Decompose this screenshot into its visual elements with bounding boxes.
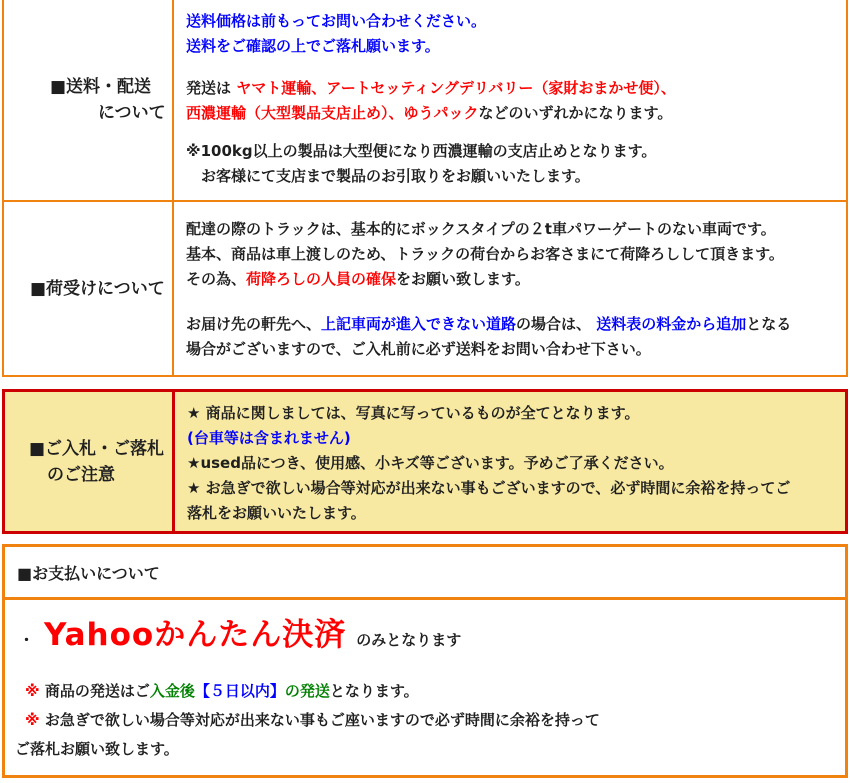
receiving-line3-prefix: その為、 — [186, 270, 247, 288]
payment-note3: ご落札お願い致します。 — [15, 740, 179, 758]
notice-line2: (台車等は含まれません) — [187, 429, 351, 447]
shipping-carriers-line1 — [186, 76, 834, 101]
carriers-prefix: 発送は — [186, 79, 237, 97]
road-note-suffix: となる — [746, 315, 792, 333]
bidding-notice-section — [2, 389, 848, 534]
payment-header-title: ■お支払いについて — [17, 563, 160, 583]
payment-note2-asterisk: ※ — [25, 711, 40, 729]
payment-note2-text: お急ぎで欲しい場合等対応が出来ない事もご座いますので必ず時間に余裕を持って — [39, 711, 600, 729]
road-note-blue2: 送料表の料金から追加 — [596, 315, 747, 333]
shipping-note-line2: 送料をご確認の上でご落札願います。 — [186, 37, 440, 55]
notice-line1: ★ 商品に関しましては、写真に写っているものが全てとなります。 — [187, 404, 640, 422]
payment-note1-black1: 商品の発送はご — [39, 682, 150, 700]
shipping-note-line1: 送料価格は前もってお問い合わせください。 — [186, 12, 487, 30]
shipping-label-line2: について — [98, 103, 166, 123]
notice-label-cell — [5, 392, 175, 531]
shipping-delivery-table — [2, 0, 848, 377]
receiving-line2: 基本、商品は車上渡しのため、トラックの荷台からお客さまにて荷降ろしして頂きます。 — [186, 245, 784, 263]
payment-method-suffix: のみとなります — [356, 631, 462, 649]
receiving-line1: 配達の際のトラックは、基本的にボックスタイプの２t車パワーゲートのない車両です。 — [186, 220, 776, 238]
payment-header — [5, 547, 845, 600]
shipping-carriers-line2 — [186, 101, 834, 126]
notice-body-cell — [175, 392, 845, 531]
shipping-body-cell — [174, 0, 846, 200]
receiving-road-note-line2: 場合がございますので、ご入札前に必ず送料をお問い合わせ下さい。 — [186, 340, 651, 358]
road-note-mid: の場合は、 — [516, 315, 597, 333]
receiving-row — [4, 200, 846, 375]
notice-line5: 落札をお願いいたします。 — [187, 504, 366, 522]
shipping-label-line1: ■送料・配送 — [50, 77, 152, 97]
shipping-row — [4, 0, 846, 200]
carriers-red-part1: ヤマト運輸、アートセッティングデリバリー（家財おまかせ便）、 — [236, 79, 676, 97]
road-note-blue1: 上記車両が進入できない道路 — [321, 315, 517, 333]
notice-label-line1: ■ご入札・ご落札 — [29, 438, 165, 459]
notice-line3: ★used品につき、使用感、小キズ等ございます。予めご了承ください。 — [187, 454, 674, 472]
payment-bullet: ・ — [19, 631, 35, 649]
payment-notes — [11, 677, 833, 764]
receiving-line3-red: 荷降ろしの人員の確保 — [246, 270, 397, 288]
payment-note1-black2: となります。 — [329, 682, 419, 700]
payment-note1 — [11, 677, 833, 706]
auction-info-page — [2, 0, 848, 778]
payment-method-line — [11, 614, 833, 661]
receiving-body-cell — [174, 202, 846, 375]
payment-section — [2, 544, 848, 778]
payment-note2 — [11, 706, 833, 735]
receiving-line3-suffix: をお願い致します。 — [396, 270, 530, 288]
payment-note1-asterisk: ※ — [25, 682, 40, 700]
notice-line4: ★ お急ぎで欲しい場合等対応が出来ない事もございますので、必ず時間に余裕を持ってご — [187, 479, 791, 497]
receiving-label-cell — [4, 202, 174, 375]
receiving-line3 — [186, 267, 834, 292]
notice-label-line2: のご注意 — [47, 464, 115, 485]
payment-note1-green2: の発送 — [284, 682, 330, 700]
receiving-road-note-line1 — [186, 312, 834, 337]
shipping-100kg-note-line2: お客様にて支店まで製品のお引取りをお願いいたします。 — [186, 167, 590, 185]
carriers-red-part2: 西濃運輸（大型製品支店止め）、ゆうパック — [186, 104, 479, 122]
shipping-100kg-note-line1: ※100kg以上の製品は大型便になり西濃運輸の支店止めとなります。 — [186, 142, 657, 160]
road-note-prefix: お届け先の軒先へ、 — [186, 315, 322, 333]
shipping-label-cell — [4, 0, 174, 200]
payment-method-name: Yahooかんたん決済 — [44, 617, 347, 653]
payment-note1-green1: 入金後 — [149, 682, 195, 700]
receiving-label: ■荷受けについて — [30, 278, 165, 299]
carriers-suffix: などのいずれかになります。 — [478, 104, 673, 122]
payment-note1-blue: 【５日以内】 — [194, 682, 285, 700]
payment-body — [5, 600, 845, 764]
